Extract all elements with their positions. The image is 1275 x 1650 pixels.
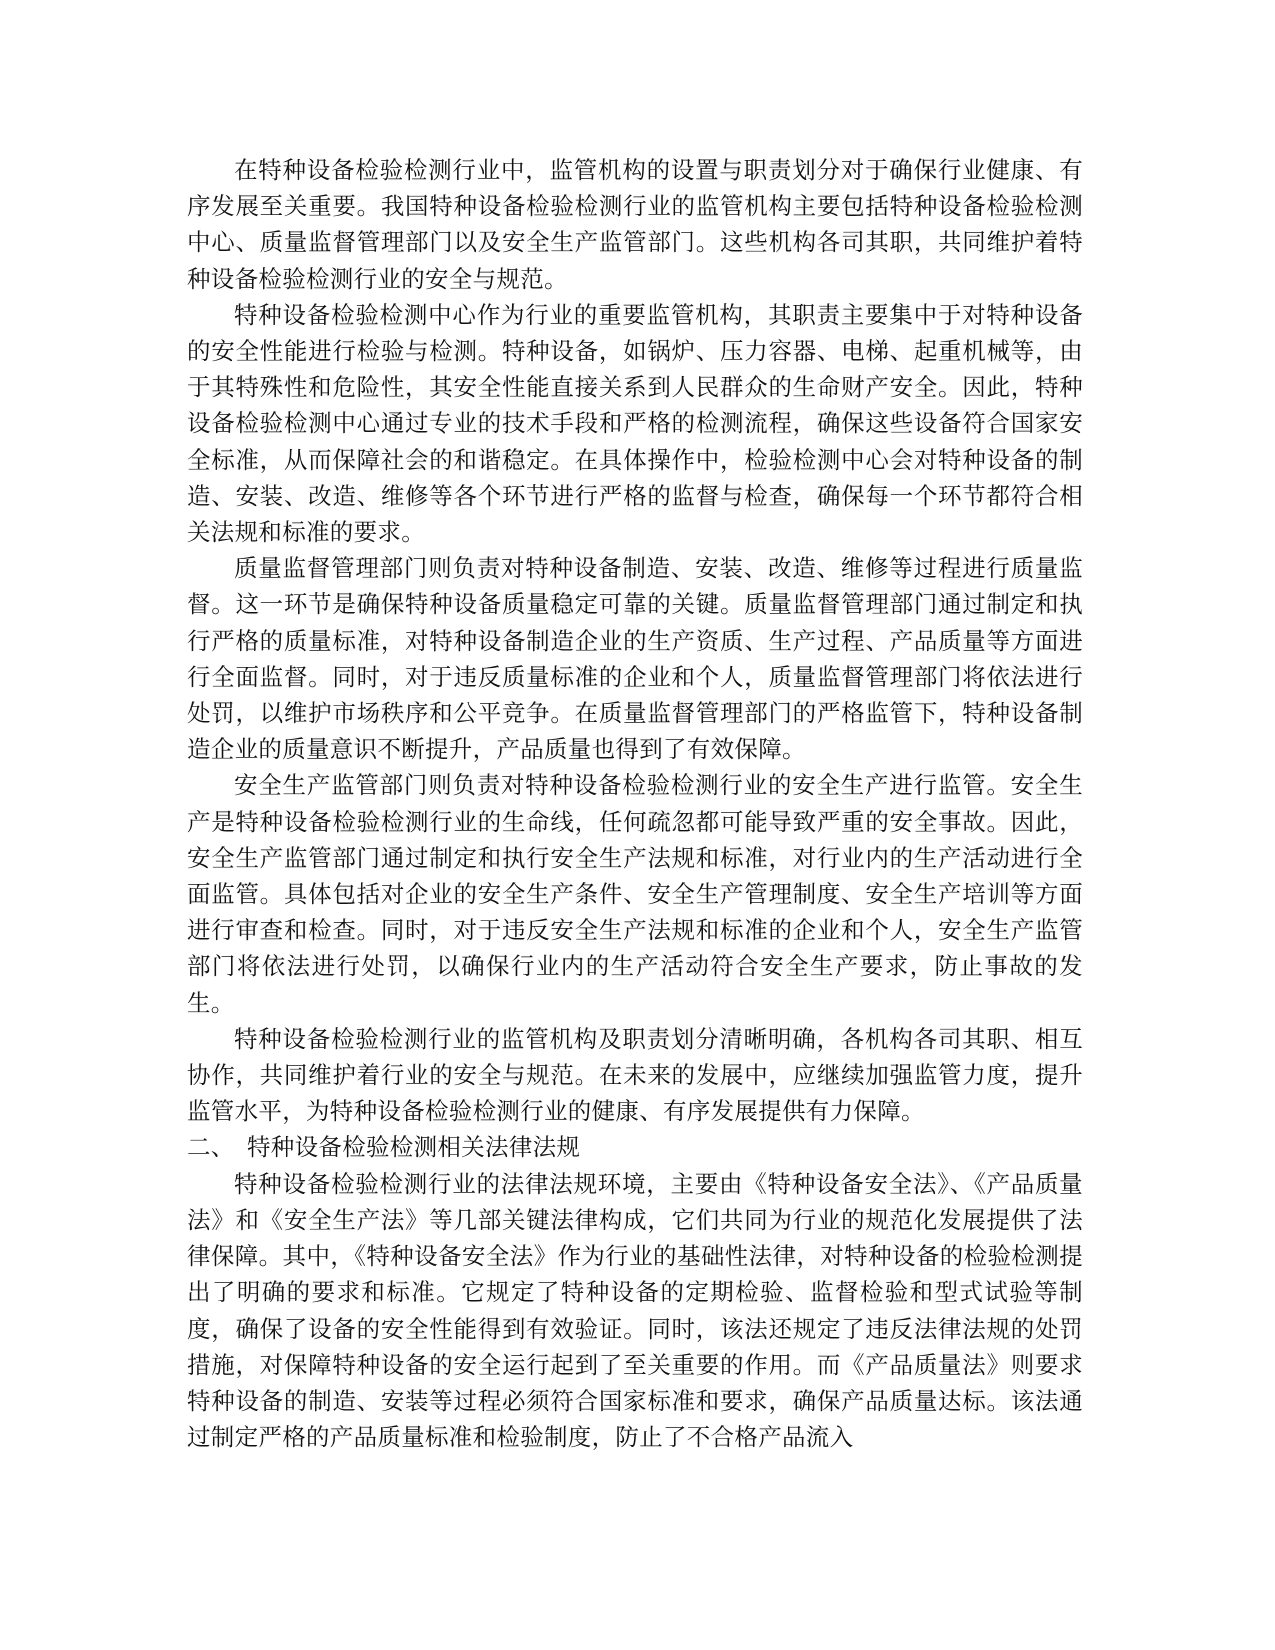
section-heading: [187, 1129, 1083, 1165]
paragraph-quality-supervision: 质量监督管理部门则负责对特种设备制造、安装、改造、维修等过程进行质量监督。这一环节是确保特种设备质量稳定可靠的关键。质量监督管理部门通过制定和执行严格的质量标准，对特种设备制造企业的生产资质、生产过程、产品质量等方面进行全面监督。同时，对于违反质量标准的企业和个人，质量监督管理部门将依法进行处罚，以维护市场秩序和公平竞争。在质量监督管理部门的严格监管下，特种设备制造企业的质量意识不断提升，产品质量也得到了有效保障。: [187, 554, 1083, 764]
paragraph-summary: 特种设备检验检测行业的监管机构及职责划分清晰明确，各机构各司其职、相互协作，共同维护着行业的安全与规范。在未来的发展中，应继续加强监管力度，提升监管水平，为特种设备检验检测行业的健康、有序发展提供有力保障。: [187, 1024, 1083, 1126]
section-heading-number: 二、: [187, 1133, 235, 1162]
paragraph-regulatory-overview: 在特种设备检验检测行业中，监管机构的设置与职责划分对于确保行业健康、有序发展至关重要。我国特种设备检验检测行业的监管机构主要包括特种设备检验检测中心、质量监督管理部门以及安全生产监管部门。这些机构各司其职，共同维护着特种设备检验检测行业的安全与规范。: [187, 156, 1083, 293]
paragraph-inspection-center: 特种设备检验检测中心作为行业的重要监管机构，其职责主要集中于对特种设备的安全性能进行检验与检测。特种设备，如锅炉、压力容器、电梯、起重机械等，由于其特殊性和危险性，其安全性能直接关系到人民群众的生命财产安全。因此，特种设备检验检测中心通过专业的技术手段和严格的检测流程，确保这些设备符合国家安全标准，从而保障社会的和谐稳定。在具体操作中，检验检测中心会对特种设备的制造、安装、改造、维修等各个环节进行严格的监督与检查，确保每一个环节都符合相关法规和标准的要求。: [187, 300, 1083, 547]
section-heading-title: 特种设备检验检测相关法律法规: [247, 1133, 581, 1162]
paragraph-laws-regulations: 特种设备检验检测行业的法律法规环境，主要由《特种设备安全法》、《产品质量法》和《安全生产法》等几部关键法律构成，它们共同为行业的规范化发展提供了法律保障。其中，《特种设备安全法》作为行业的基础性法律，对特种设备的检验检测提出了明确的要求和标准。它规定了特种设备的定期检验、监督检验和型式试验等制度，确保了设备的安全性能得到有效验证。同时，该法还规定了违反法律法规的处罚措施，对保障特种设备的安全运行起到了至关重要的作用。而《产品质量法》则要求特种设备的制造、安装等过程必须符合国家标准和要求，确保产品质量达标。该法通过制定严格的产品质量标准和检验制度，防止了不合格产品流入: [187, 1169, 1083, 1452]
document-body: [187, 152, 1083, 1455]
paragraph-safety-supervision: 安全生产监管部门则负责对特种设备检验检测行业的安全生产进行监管。安全生产是特种设备检验检测行业的生命线，任何疏忽都可能导致严重的安全事故。因此，安全生产监管部门通过制定和执行安全生产法规和标准，对行业内的生产活动进行全面监管。具体包括对企业的安全生产条件、安全生产管理制度、安全生产培训等方面进行审查和检查。同时，对于违反安全生产法规和标准的企业和个人，安全生产监管部门将依法进行处罚，以确保行业内的生产活动符合安全生产要求，防止事故的发生。: [187, 771, 1083, 1017]
